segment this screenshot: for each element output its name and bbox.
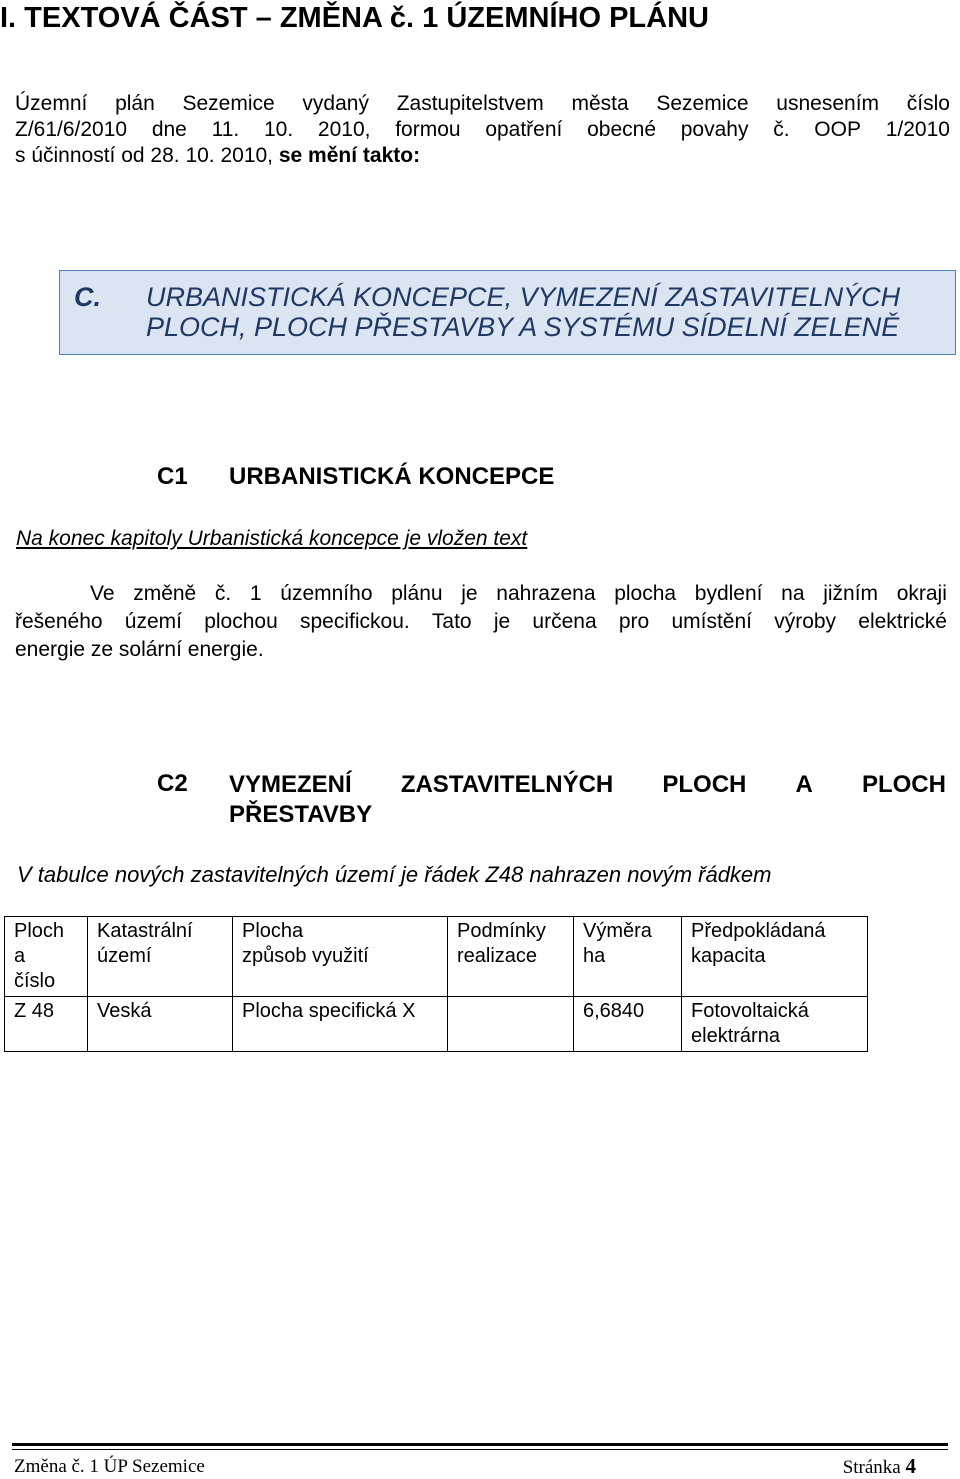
word: obecné xyxy=(587,118,657,141)
header-vymera xyxy=(574,917,682,997)
header-plocha-line: Ploch xyxy=(14,920,65,942)
cell-vymera: 6,6840 xyxy=(574,997,682,1052)
word: je xyxy=(493,610,511,633)
word: výroby xyxy=(774,610,837,633)
header-vymera-line: ha xyxy=(583,945,606,967)
c1-title: URBANISTICKÁ KONCEPCE xyxy=(229,463,555,490)
header-kapacita-line: kapacita xyxy=(691,945,766,967)
footer-left: Změna č. 1 ÚP Sezemice xyxy=(14,1456,205,1477)
cell-zpusob: Plocha specifická X xyxy=(233,997,448,1052)
word: VYMEZENÍ xyxy=(229,771,352,798)
word: OOP xyxy=(814,118,861,141)
word: číslo xyxy=(906,92,950,115)
word: plán xyxy=(115,92,155,115)
word: okraji xyxy=(896,582,947,605)
document-title: I. TEXTOVÁ ČÁST – ZMĚNA č. 1 ÚZEMNÍHO PLÁNU xyxy=(0,2,709,34)
header-katastralni xyxy=(88,917,233,997)
footer-right xyxy=(843,1454,916,1479)
word: formou xyxy=(395,118,461,141)
table-row xyxy=(5,997,868,1052)
c2-title-line-1 xyxy=(229,770,946,800)
intro-line-2 xyxy=(15,117,950,143)
c2-number: C2 xyxy=(157,770,188,797)
cell-plocha: Z 48 xyxy=(5,997,88,1052)
word: plocha xyxy=(614,582,677,605)
word: nahrazena xyxy=(496,582,596,605)
word: Sezemice xyxy=(182,92,275,115)
word: 2010, xyxy=(317,118,371,141)
word: 11. xyxy=(211,118,240,141)
word: specifickou. xyxy=(299,610,410,633)
word: změně xyxy=(133,582,197,605)
c1-paragraph-line-1 xyxy=(15,580,947,608)
word: PLOCH xyxy=(662,771,747,798)
word: ZASTAVITELNÝCH xyxy=(400,771,614,798)
word: plánu xyxy=(391,582,443,605)
cell-katastralni: Veská xyxy=(88,997,233,1052)
word: umístění xyxy=(671,610,752,633)
section-c-title-line-1: URBANISTICKÁ KONCEPCE, VYMEZENÍ ZASTAVITELNÝCH xyxy=(146,282,901,312)
section-c-number: C. xyxy=(74,282,101,312)
word: PLOCH xyxy=(861,771,946,798)
header-kapacita-line: Předpokládaná xyxy=(691,920,826,942)
word: č. xyxy=(773,118,790,141)
header-zpusob-line: Plocha xyxy=(242,920,304,942)
header-katastralni-line: území xyxy=(97,945,152,967)
header-plocha xyxy=(5,917,88,997)
c1-number: C1 xyxy=(157,463,188,490)
word: usnesením xyxy=(776,92,880,115)
word: povahy xyxy=(680,118,749,141)
c2-title xyxy=(229,770,946,830)
header-katastralni-line: Katastrální xyxy=(97,920,193,942)
cell-kapacita-line: Fotovoltaická xyxy=(691,1000,809,1022)
c1-paragraph-line-2 xyxy=(15,608,947,636)
section-c-heading xyxy=(59,270,956,355)
header-plocha-line: číslo xyxy=(14,970,56,992)
word: elektrické xyxy=(858,610,947,633)
word: je xyxy=(461,582,478,605)
header-zpusob-line: způsob využití xyxy=(242,945,369,967)
footer-rule-thin xyxy=(12,1449,948,1450)
header-kapacita xyxy=(682,917,868,997)
word: plochou xyxy=(204,610,278,633)
word: územního xyxy=(280,582,373,605)
page-number: 4 xyxy=(905,1454,916,1478)
word: města xyxy=(571,92,629,115)
word: A xyxy=(795,771,813,798)
word: Územní xyxy=(15,92,88,115)
word: Sezemice xyxy=(656,92,749,115)
cell-kapacita-line: elektrárna xyxy=(691,1025,780,1047)
word: opatření xyxy=(485,118,563,141)
section-c-title-line-2: PLOCH, PLOCH PŘESTAVBY A SYSTÉMU SÍDELNÍ ZELENĚ xyxy=(146,312,900,342)
c1-paragraph-line-3: energie ze solární energie. xyxy=(15,638,264,661)
word: na xyxy=(781,582,805,605)
word: bydlení xyxy=(694,582,763,605)
word: 1/2010 xyxy=(885,118,950,141)
section-c-title xyxy=(146,282,900,342)
header-podminky xyxy=(448,917,574,997)
word: území xyxy=(124,610,182,633)
word: řešeného xyxy=(15,610,103,633)
word: 1 xyxy=(249,582,262,605)
intro-paragraph xyxy=(15,91,950,169)
word: Ve xyxy=(90,582,115,605)
cell-kapacita xyxy=(682,997,868,1052)
word: Zastupitelstvem xyxy=(396,92,544,115)
c1-note: Na konec kapitoly Urbanistická koncepce je vložen text xyxy=(16,527,528,550)
header-plocha-line: a xyxy=(14,945,26,967)
header-vymera-line: Výměra xyxy=(583,920,652,942)
word: 10. xyxy=(263,118,294,141)
cell-podminky xyxy=(448,997,574,1052)
footer-page-label: Stránka xyxy=(842,1457,906,1478)
word: č. xyxy=(214,582,232,605)
word: Tato xyxy=(431,610,472,633)
footer-rule-thick xyxy=(12,1443,948,1446)
zones-table xyxy=(4,916,868,1052)
intro-line-3-text: s účinností od 28. 10. 2010, xyxy=(15,144,279,167)
c1-paragraph xyxy=(15,580,947,664)
word: určena xyxy=(532,610,597,633)
header-podminky-line: realizace xyxy=(457,945,538,967)
intro-line-3 xyxy=(15,143,950,169)
intro-line-1 xyxy=(15,91,950,117)
c2-note: V tabulce nových zastavitelných území je řádek Z48 nahrazen novým řádkem xyxy=(17,862,772,887)
c2-title-line-2: PŘESTAVBY xyxy=(229,801,373,828)
header-zpusob xyxy=(233,917,448,997)
word: pro xyxy=(618,610,650,633)
table-header-row xyxy=(5,917,868,997)
word: Z/61/6/2010 xyxy=(15,118,128,141)
word: dne xyxy=(151,118,187,141)
word: jižním xyxy=(823,582,879,605)
header-podminky-line: Podmínky xyxy=(457,920,546,942)
intro-line-3-bold: se mění takto: xyxy=(278,144,421,167)
word: vydaný xyxy=(302,92,369,115)
